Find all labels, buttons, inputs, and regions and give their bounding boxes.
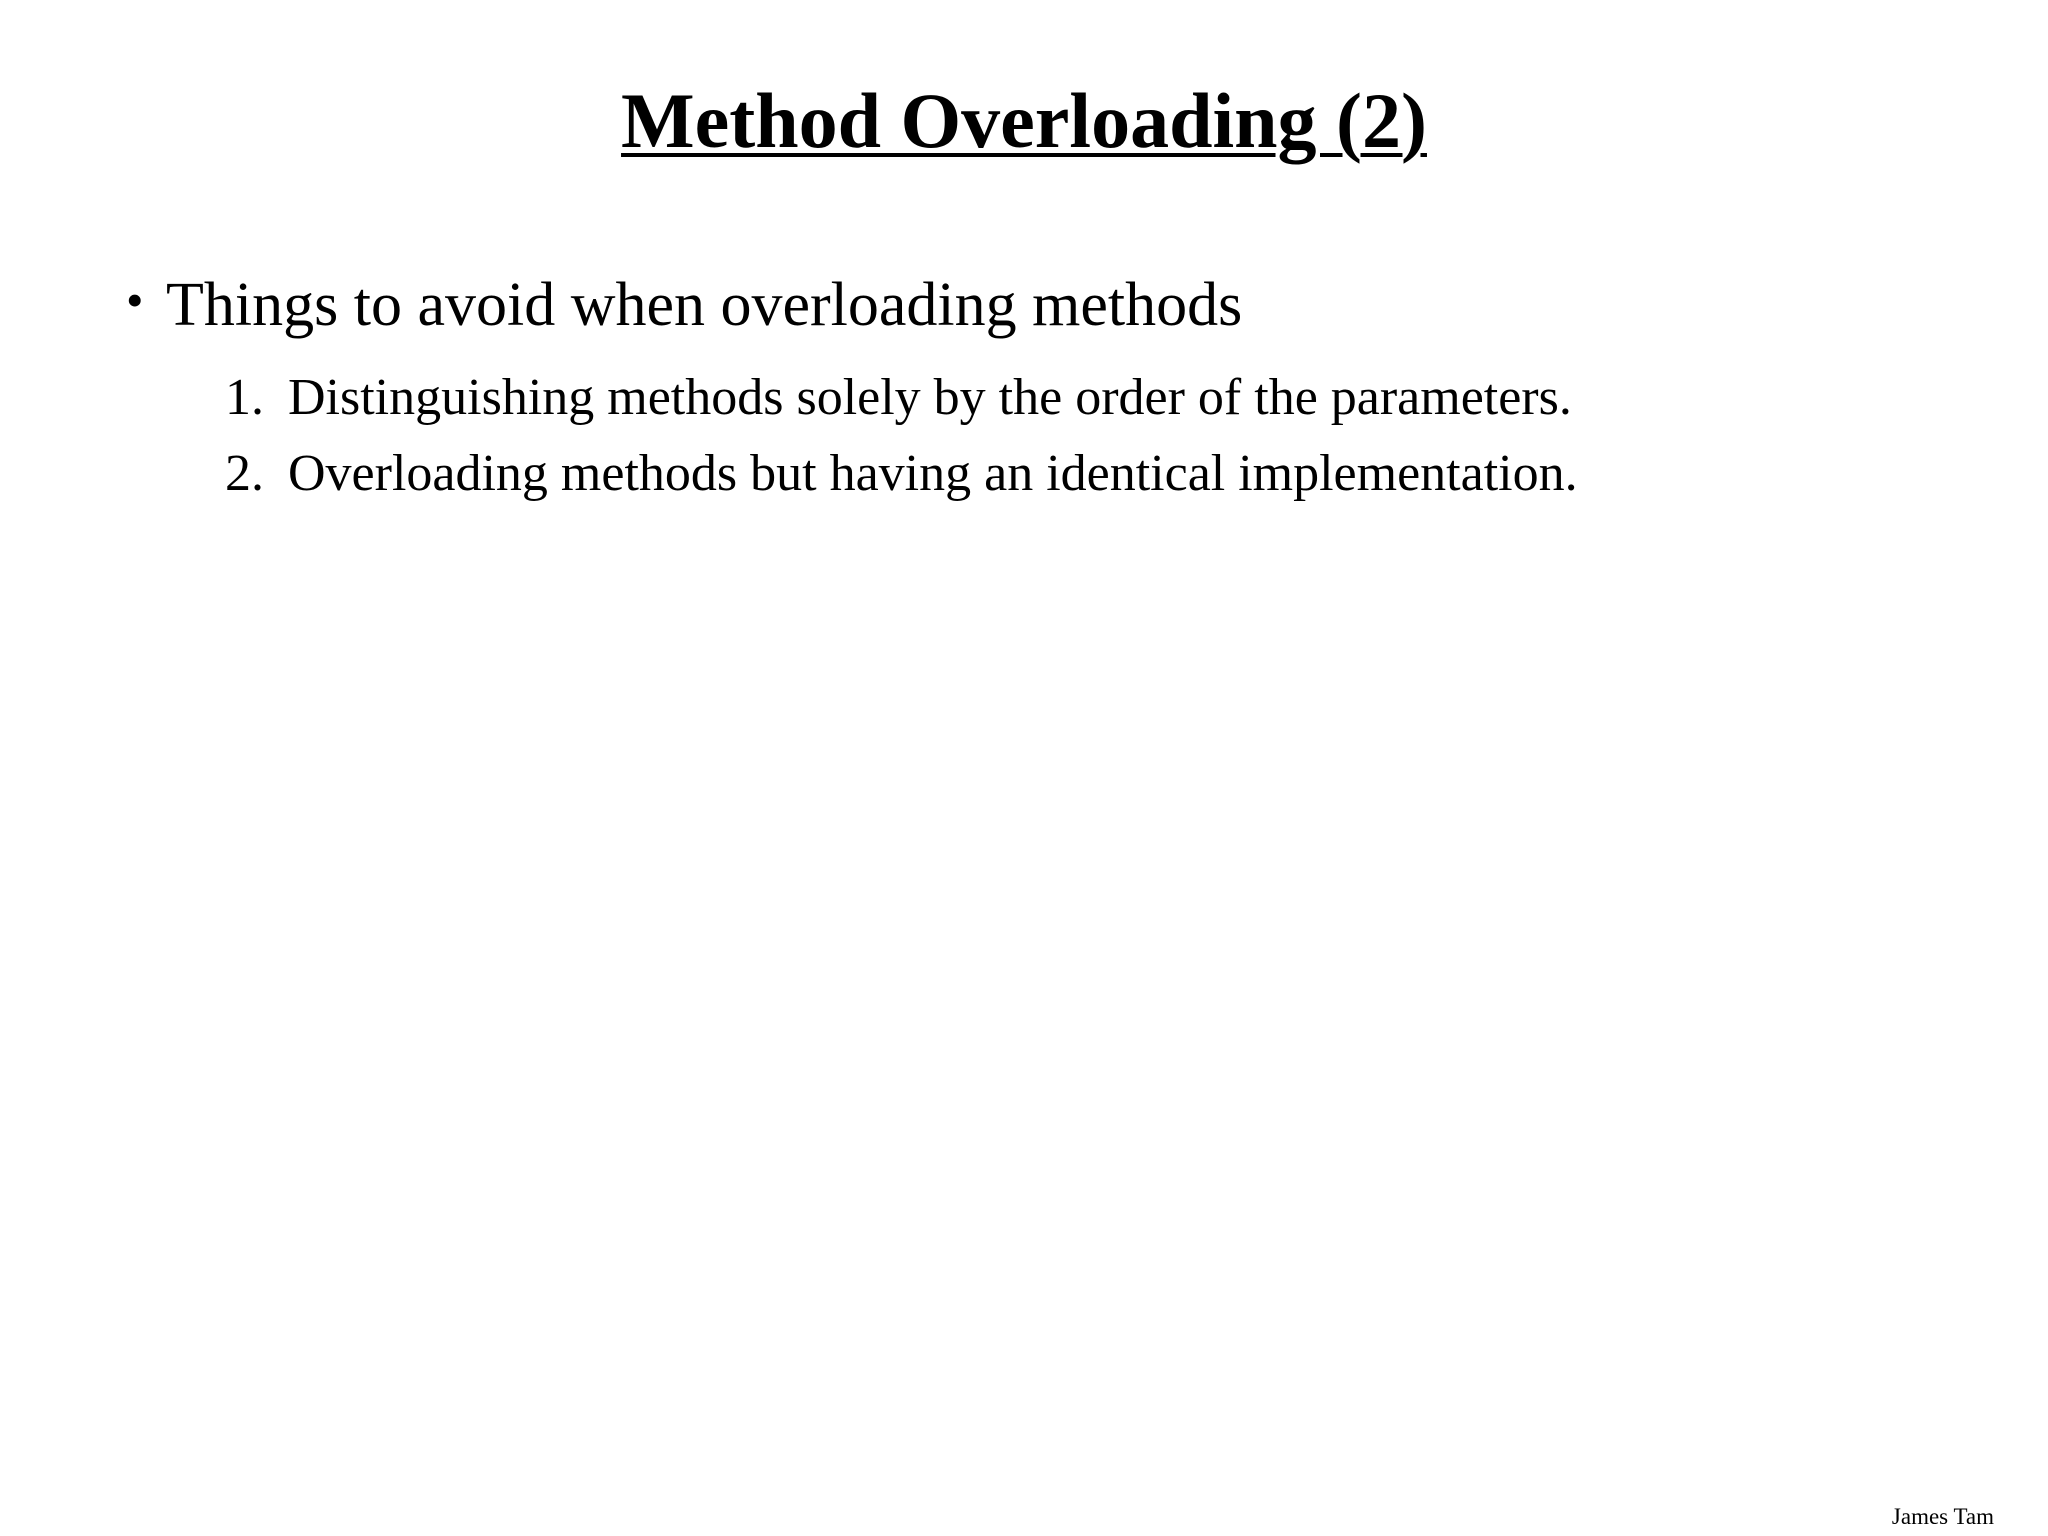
bullet-marker: • — [126, 272, 144, 328]
slide-title-text: Method Overloading (2) — [621, 77, 1427, 164]
bullet-text: Things to avoid when overloading methods — [166, 271, 1243, 339]
list-item-text: Overloading methods but having an identical implementation. — [288, 445, 1578, 502]
list-item — [225, 436, 1578, 512]
numbered-list — [225, 360, 1578, 512]
author-footer: James Tam — [1891, 1504, 1994, 1529]
slide-title — [0, 76, 2048, 166]
bullet-point — [126, 268, 1242, 342]
list-item — [225, 360, 1578, 436]
list-item-text: Distinguishing methods solely by the order of the parameters. — [288, 369, 1572, 426]
list-item-number: 2. — [225, 445, 264, 502]
list-item-number: 1. — [225, 369, 264, 426]
